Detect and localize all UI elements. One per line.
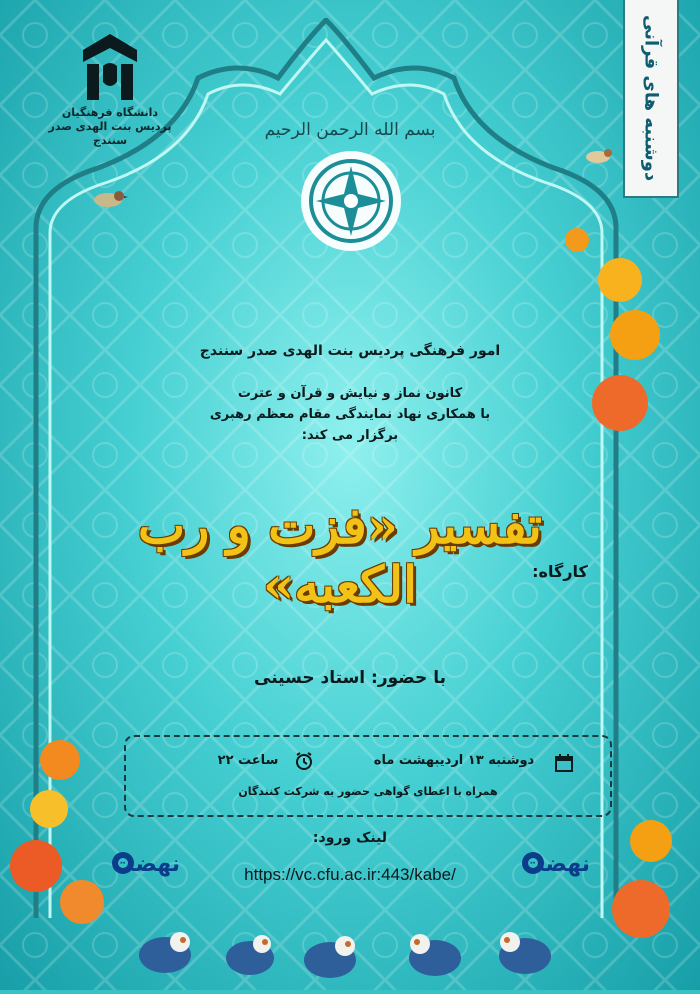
- rosette-ornament-icon: [296, 146, 406, 256]
- calendar-icon: [554, 753, 574, 773]
- side-tag: [623, 0, 679, 198]
- bird-icon: [88, 188, 128, 210]
- brand-text-right: نهضت: [522, 852, 590, 877]
- workshop-title-text: تفسیر «فزت و رب الکعبه»: [138, 496, 542, 614]
- side-tag-label: دوشنبه های قرآنی: [640, 14, 662, 182]
- brand-text-left: نهضت: [112, 852, 180, 877]
- meeting-link[interactable]: https://vc.cfu.ac.ir:443/kabe/: [244, 865, 456, 884]
- bird-icon: [582, 146, 616, 166]
- flower-decoration: [610, 310, 660, 360]
- organizer: امور فرهنگی پردیس بنت الهدی صدر سنندج: [199, 343, 501, 359]
- presenter: با حضور: استاد حسینی: [254, 668, 446, 688]
- basmala: بسم الله الرحمن الرحیم: [264, 120, 436, 140]
- flower-decoration: [592, 375, 648, 431]
- brand-logo-right: [520, 850, 590, 890]
- schedule-time: ساعت ۲۲: [217, 753, 279, 768]
- logo-university-name: دانشگاه فرهنگیان: [61, 106, 159, 119]
- schedule-box: [124, 735, 612, 817]
- flower-decoration: [30, 790, 68, 828]
- link-label: لینک ورود:: [312, 830, 388, 846]
- brand-logo-left: [110, 850, 180, 890]
- schedule-date: دوشنبه ۱۳ اردیبهشت ماه: [373, 753, 535, 768]
- flower-decoration: [10, 840, 62, 892]
- schedule-note: همراه با اعطای گواهی حضور به شرکت کنندگان: [238, 785, 498, 798]
- bottom-bird-row: [0, 910, 700, 990]
- university-logo: [35, 32, 185, 148]
- flower-decoration: [598, 258, 642, 302]
- alarm-clock-icon: [294, 751, 314, 771]
- flower-decoration: [565, 228, 589, 252]
- bird-row-decoration-icon: [0, 910, 700, 990]
- logo-campus-name: پردیس بنت الهدی صدر سنندج: [48, 120, 172, 147]
- intro-line-3: برگزار می کند:: [301, 428, 399, 443]
- intro-line-2: با همکاری نهاد نمایندگی مقام معظم رهبری: [209, 407, 491, 422]
- flower-decoration: [40, 740, 80, 780]
- workshop-label: کارگاه:: [532, 562, 588, 581]
- intro-line-1: کانون نماز و نیایش و قرآن و عترت: [237, 386, 463, 401]
- university-emblem-icon: [81, 32, 139, 102]
- workshop-title: [110, 478, 570, 618]
- flower-decoration: [630, 820, 672, 862]
